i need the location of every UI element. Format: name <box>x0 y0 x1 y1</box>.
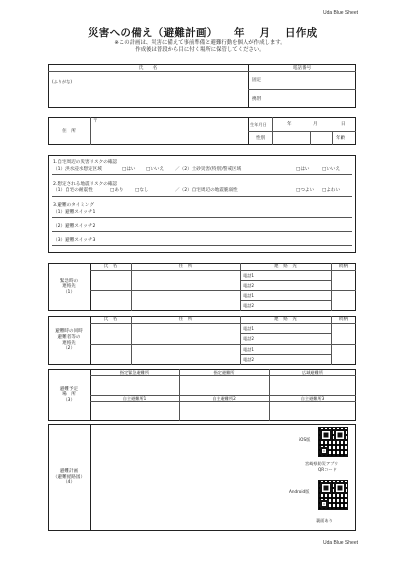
contacts-2-phone2-b: 電話2 <box>243 357 255 362</box>
contacts-2-col-address: 住 所 <box>178 317 193 322</box>
birthdate-label: 生年月日 <box>250 122 267 127</box>
contacts-1-phone2-b: 電話2 <box>243 303 255 308</box>
flood-no-checkbox[interactable]: □いいえ <box>146 166 165 172</box>
contacts-2-col-contact: 連 絡 先 <box>274 317 297 322</box>
vulnerability-label: ／（2）自宅周辺の地震脆弱性 <box>175 188 238 193</box>
seismic-none-checkbox[interactable]: □なし <box>135 188 149 193</box>
brand-bottom: Uda Blue Sheet <box>322 540 358 546</box>
shelter-self-3: 自主避難所3 <box>300 395 325 401</box>
shelter-designated-emergency: 指定緊急避難所 <box>119 369 150 375</box>
year-label: 年 <box>287 121 292 127</box>
shelter-designated: 指定避難所 <box>213 369 235 375</box>
contacts-2-col-name: 氏 名 <box>103 317 118 322</box>
landslide-yes-checkbox[interactable]: □はい <box>296 166 310 172</box>
switch-1-label: （1）避難スイッチ1 <box>53 209 96 215</box>
day-label: 日 <box>341 121 346 127</box>
qr-code-caption: QRコード <box>318 467 337 472</box>
contacts-2-col-relation: 続柄 <box>338 317 349 322</box>
contacts-1-col-address: 住 所 <box>178 264 193 269</box>
mobile-label: 携帯 <box>252 97 262 102</box>
contacts-1-phone2-a: 電話2 <box>243 283 255 288</box>
contacts-2-phone1-a: 電話1 <box>243 326 255 331</box>
address-label: 住 所 <box>62 128 76 134</box>
contacts-1-phone1-a: 電話1 <box>243 273 255 278</box>
shelter-self-1: 自主避難所1 <box>122 395 147 401</box>
instruction-line-1: ※この計画は、災害に備えて事前準備と避難行動を個人が作成します。 <box>114 40 286 46</box>
ios-label: iOS版 <box>299 437 311 442</box>
gender-label: 性別 <box>256 136 266 141</box>
android-qr-code <box>318 480 348 510</box>
landslide-no-checkbox[interactable]: □いいえ <box>322 166 341 172</box>
contacts-2-label: 避難時の同時 避難者等の 連絡先 （2） <box>55 329 83 352</box>
shelter-wide-area: 広域避難所 <box>302 369 323 375</box>
furigana-label: (ふりがな) <box>52 79 73 84</box>
contacts-1-col-name: 氏 名 <box>103 264 118 269</box>
contacts-1-label: 緊急時の 連絡先 （1） <box>59 278 79 295</box>
name-header: 氏 名 <box>138 65 158 71</box>
seismic-label: （1）自宅の耐震性 <box>53 188 93 193</box>
address-field[interactable] <box>100 120 245 142</box>
page-title: 災害への備え（避難計画） 年 月 日作成 <box>88 27 318 39</box>
contacts-2-phone2-a: 電話2 <box>243 336 255 341</box>
switch-3-label: （3）避難スイッチ3 <box>53 238 96 243</box>
instruction-line-2: 作成後は普段から目に付く場所に保管してください。 <box>135 47 265 53</box>
age-label: 年齢 <box>336 136 346 141</box>
brand-top: Uda Blue Sheet <box>322 10 358 16</box>
android-label: Android版 <box>289 489 310 494</box>
vulnerability-strong-checkbox[interactable]: □つよい <box>296 188 315 193</box>
contacts-1-phone1-b: 電話1 <box>243 293 255 298</box>
switch-2-label: （2）避難スイッチ2 <box>53 224 96 229</box>
risk-section-2: 2.想定される地震リスクの確認 <box>53 181 118 187</box>
ios-qr-code <box>318 427 348 457</box>
vulnerability-weak-checkbox[interactable]: □よわい <box>322 188 341 193</box>
flood-zone-label: （1）洪水浸水想定区域 <box>53 166 102 172</box>
shelters-label: 避難予定 場 所 （3） <box>59 386 79 403</box>
app-name: 宮崎県防災アプリ <box>305 461 339 466</box>
seismic-have-checkbox[interactable]: □あり <box>110 188 124 193</box>
route-map-area[interactable] <box>94 428 294 526</box>
shelter-self-2: 自主避難所2 <box>212 395 236 401</box>
phone-header: 電話番号 <box>292 65 312 71</box>
landslide-label: ／（2）土砂災害(特別)警戒区域 <box>175 166 242 172</box>
postal-mark: 〒 <box>93 118 98 124</box>
risk-section-3: 3.避難のタイミング <box>53 203 94 208</box>
instructions <box>0 40 400 54</box>
risk-section-1: 1.自宅周辺の災害リスクの確認 <box>53 160 118 165</box>
plan-label: 避難計画 （避難経路図） （4） <box>52 469 86 486</box>
contacts-2-phone1-b: 電話1 <box>243 347 255 352</box>
contacts-1-col-contact: 連 絡 先 <box>274 264 297 269</box>
flood-yes-checkbox[interactable]: □はい <box>122 166 136 172</box>
name-field[interactable] <box>100 80 240 100</box>
month-label: 月 <box>313 121 318 127</box>
contacts-1-col-relation: 続柄 <box>338 264 349 269</box>
back-side-note: 裏面あり <box>316 518 333 523</box>
landline-label: 固定 <box>252 78 262 83</box>
